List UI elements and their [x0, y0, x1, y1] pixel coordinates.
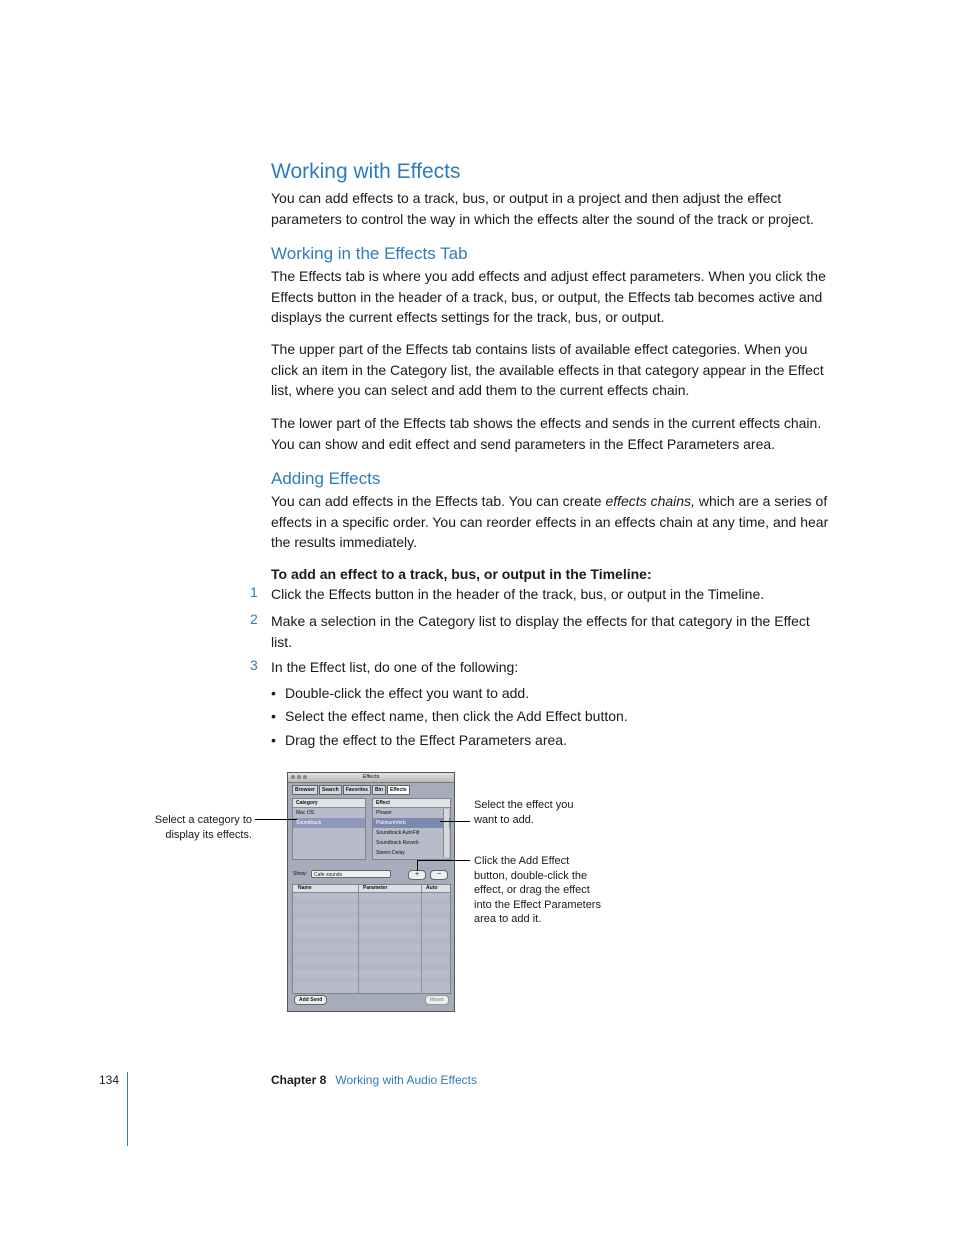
step-number: 3 [250, 657, 258, 673]
callout-line [255, 819, 297, 820]
list-item[interactable]: Soundtrack Reverb [376, 840, 419, 846]
bullet-item: • Drag the effect to the Effect Parameters area. [271, 732, 567, 748]
show-label: Show: [293, 871, 307, 877]
effect-list [372, 798, 451, 860]
callout-category: Select a category to display its effects. [154, 814, 252, 841]
tab-favorites[interactable]: Favorites [343, 785, 371, 795]
scrollbar[interactable] [443, 809, 449, 857]
window-title: Effects [362, 774, 380, 780]
window-titlebar [288, 773, 454, 783]
callout-effect: Select the effect you want to add. [474, 799, 574, 826]
effects-tab-paragraph-2: The upper part of the Effects tab contains lists of available effect categories. When you click an item in the Category list, the available effects in that category appear in the Effect list, where you can select and add them to the current effects chain. [271, 341, 824, 398]
step-number: 2 [250, 611, 258, 627]
step-text: Click the Effects button in the header of the track, bus, or output in the Timeline. [271, 586, 765, 602]
column-auto: Auto [426, 885, 438, 891]
adding-effects-paragraph: You can add effects in the Effects tab. You can create effects chains, which are a series of effects in a specific order. You can reorder effects in an effects chain at any time, and hear the results immediately. [271, 493, 829, 550]
page-number: 134 [99, 1073, 120, 1087]
column-parameter: Parameter [363, 885, 388, 891]
column-divider [421, 885, 422, 993]
tab-bin[interactable]: Bin [372, 785, 386, 795]
step-number: 1 [250, 584, 258, 600]
tab-browser[interactable]: Browser [292, 785, 318, 795]
table-header [293, 885, 450, 893]
effects-tab-paragraph-1: The Effects tab is where you add effects and adjust effect parameters. When you click the Effects button in the header of a track, bus, or output, the Effects tab becomes active and displays the current effects settings for the track, bus, or output. [271, 268, 826, 325]
step-text: Make a selection in the Category list to display the effects for that category in the Effect list. [271, 613, 810, 650]
list-item[interactable]: PlatinumVerb [373, 818, 450, 828]
footer-rule [127, 1072, 128, 1146]
tab-effects[interactable]: Effects [387, 785, 410, 795]
effect-header: Effect [373, 799, 450, 808]
chapter-label: Chapter 8 [271, 1073, 327, 1087]
table-row [293, 938, 450, 944]
category-list [292, 798, 366, 860]
tab-search[interactable]: Search [319, 785, 342, 795]
callout-line [417, 860, 470, 861]
list-item[interactable]: Phaser [376, 810, 392, 816]
table-row [293, 925, 450, 931]
callout-line [440, 821, 470, 822]
effects-tab-paragraph-3: The lower part of the Effects tab shows the effects and sends in the current effects chain. You can show and edit effect and send parameters in the Effect Parameters area. [271, 415, 822, 452]
tab-bar [292, 785, 411, 795]
list-item[interactable]: Stereo Delay [376, 850, 405, 856]
effect-parameters-table [292, 884, 451, 994]
table-row [293, 899, 450, 905]
intro-paragraph: You can add effects to a track, bus, or output in a project and then adjust the effect parameters to control the way in which the effects alter the sound of the track or project. [271, 190, 814, 227]
effects-tab-screenshot [287, 772, 455, 1012]
callout-add-effect: Click the Add Effect button, double-click the effect, or drag the effect into the Effect Parameters area to add it. [474, 855, 601, 925]
add-send-button[interactable]: Add Send [294, 995, 327, 1005]
step-text: In the Effect list, do one of the following: [271, 659, 519, 675]
section-heading-adding-effects: Adding Effects [271, 469, 381, 488]
table-row [293, 964, 450, 970]
table-row [293, 977, 450, 983]
remove-effect-button[interactable]: − [430, 870, 448, 880]
task-heading: To add an effect to a track, bus, or output in the Timeline: [271, 566, 652, 582]
table-row [293, 912, 450, 918]
table-row [293, 951, 450, 957]
callout-line [417, 860, 418, 871]
list-item[interactable]: Soundtrack [293, 818, 365, 828]
category-header: Category [293, 799, 365, 808]
footer-chapter [271, 1073, 477, 1087]
reset-button[interactable]: Reset [425, 995, 449, 1005]
chapter-title: Working with Audio Effects [335, 1073, 477, 1087]
column-name: Name [298, 885, 312, 891]
section-heading-effects-tab: Working in the Effects Tab [271, 244, 468, 263]
add-effect-button[interactable]: + [408, 870, 426, 880]
list-item[interactable]: Soundtrack AutoFilt [376, 830, 420, 836]
bullet-item: • Double-click the effect you want to add. [271, 685, 530, 701]
page-title: Working with Effects [271, 160, 461, 183]
bullet-item: • Select the effect name, then click the Add Effect button. [271, 708, 628, 724]
show-select[interactable]: Cafe sounds [311, 870, 391, 878]
list-item[interactable]: Mac OS [296, 810, 315, 816]
emphasis-effects-chains: effects chains, [605, 493, 695, 509]
column-divider [358, 885, 359, 993]
